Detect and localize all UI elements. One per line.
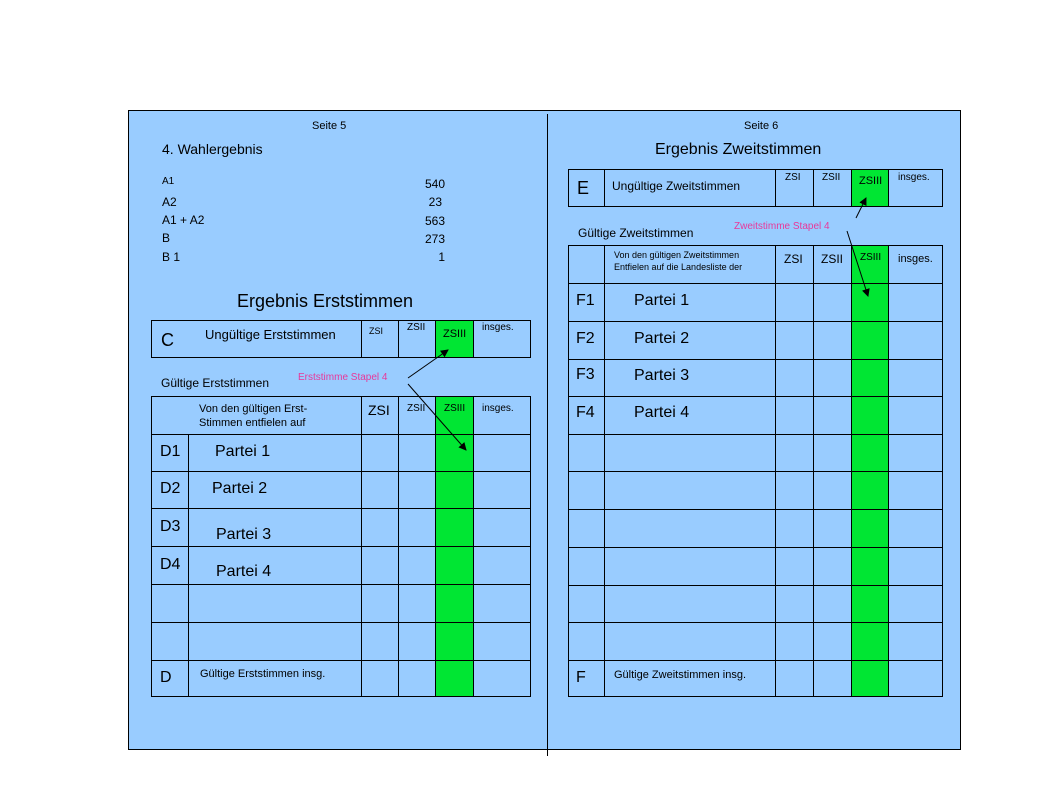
table-header-label: Von den gültigen Erst-: [199, 403, 308, 415]
col-header: ZSIII: [859, 175, 883, 187]
row-code: F4: [576, 404, 595, 421]
summary-value: 23: [428, 195, 442, 209]
summary-label: B 1: [162, 250, 181, 264]
col-header: ZSIII: [443, 328, 467, 340]
summary-value: 563: [424, 214, 445, 228]
col-header: insges.: [898, 253, 933, 265]
arrow-to-c-zsiii: [408, 350, 448, 378]
heading-erststimmen: Ergebnis Erststimmen: [237, 291, 414, 311]
row-code: D3: [160, 518, 181, 535]
party-label: Partei 1: [634, 292, 690, 309]
party-label: Partei 3: [634, 367, 690, 384]
row-code: D2: [160, 480, 181, 497]
stapel-note: Zweitstimme Stapel 4: [734, 221, 830, 232]
party-label: Partei 4: [634, 404, 690, 421]
summary-value: 540: [424, 177, 445, 191]
table-header-label: Entfielen auf die Landesliste der: [614, 262, 743, 272]
col-header: ZSII: [821, 252, 844, 266]
col-header: ZSI: [785, 172, 801, 183]
party-label: Partei 2: [212, 480, 268, 497]
row-code: F3: [576, 366, 595, 383]
total-label: Gültige Zweitstimmen insg.: [614, 669, 747, 681]
valid-caption: Gültige Zweitstimmen: [578, 226, 694, 240]
col-header: ZSII: [407, 403, 426, 414]
table-header-label: Stimmen entfielen auf: [199, 417, 306, 429]
row-label: Ungültige Erststimmen: [205, 327, 336, 342]
row-label: Ungültige Zweitstimmen: [612, 179, 741, 193]
arrow-to-d-zsiii: [408, 384, 466, 450]
summary-label: A1: [162, 176, 175, 187]
row-code: C: [161, 330, 174, 350]
col-header: ZSIII: [860, 252, 882, 263]
row-code: F: [576, 669, 586, 686]
row-code: D: [160, 669, 172, 686]
summary-value: 1: [438, 250, 445, 264]
col-header: ZSI: [368, 402, 390, 418]
row-code: D4: [160, 556, 181, 573]
heading-zweitstimmen: Ergebnis Zweitstimmen: [655, 141, 822, 158]
summary-value: 273: [424, 232, 445, 246]
row-code: D1: [160, 443, 181, 460]
stapel-note: Erststimme Stapel 4: [298, 372, 388, 383]
row-code: F2: [576, 330, 595, 347]
party-label: Partei 1: [215, 443, 271, 460]
table-header-label: Von den gültigen Zweitstimmen: [614, 250, 740, 260]
col-header: insges.: [482, 322, 514, 333]
section-title: 4. Wahlergebnis: [162, 141, 263, 157]
col-header: ZSI: [369, 326, 384, 336]
party-label: Partei 2: [634, 330, 690, 347]
row-code: E: [577, 178, 590, 198]
valid-caption: Gültige Erststimmen: [161, 376, 270, 390]
col-header: ZSIII: [444, 403, 466, 414]
col-header: ZSI: [784, 252, 803, 266]
arrow-to-e-zsiii: [856, 198, 866, 218]
summary-label: A2: [162, 195, 177, 209]
party-label: Partei 4: [216, 563, 272, 580]
col-header: insges.: [482, 403, 514, 414]
summary-label: B: [162, 231, 171, 245]
total-label: Gültige Erststimmen insg.: [200, 668, 326, 680]
party-label: Partei 3: [216, 526, 272, 543]
arrow-to-f-zsiii: [847, 231, 868, 296]
col-header: ZSII: [822, 172, 841, 183]
page-label-left: Seite 5: [312, 120, 347, 132]
col-header: insges.: [898, 172, 930, 183]
summary-label: A1 + A2: [162, 213, 205, 227]
row-code: F1: [576, 292, 595, 309]
page-label-right: Seite 6: [744, 120, 779, 132]
col-header: ZSII: [407, 322, 426, 333]
